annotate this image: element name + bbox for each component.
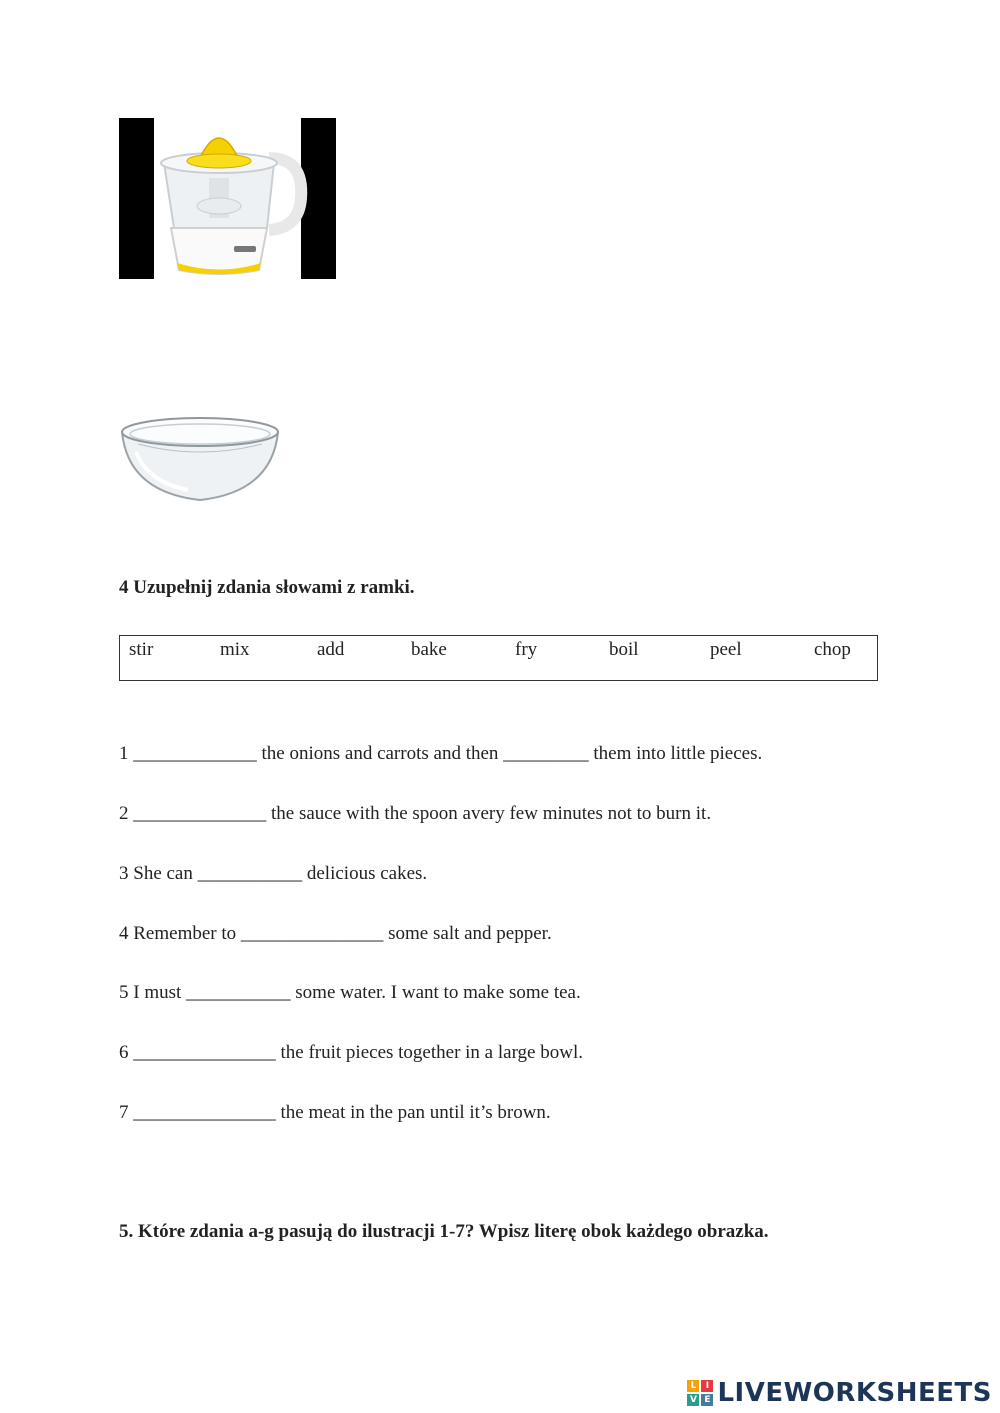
word-bake: bake bbox=[411, 639, 447, 660]
glass-bowl-image bbox=[118, 412, 282, 504]
sentence-2: 2 ______________ the sauce with the spoon avery few minutes not to burn it. bbox=[119, 803, 712, 824]
word-boil: boil bbox=[609, 639, 639, 660]
word-peel: peel bbox=[710, 639, 742, 660]
exercise-5-heading: 5. Które zdania a-g pasują do ilustracji 1-7? Wpisz literę obok każdego obrazka. bbox=[119, 1221, 769, 1242]
word-mix: mix bbox=[220, 639, 250, 660]
logo-grid-icon: L I V E bbox=[687, 1380, 713, 1406]
sentence-1: 1 _____________ the onions and carrots and then _________ them into little pieces. bbox=[119, 743, 763, 764]
word-fry: fry bbox=[515, 639, 538, 660]
juicer-image bbox=[119, 118, 336, 279]
word-chop: chop bbox=[814, 639, 851, 660]
word-add: add bbox=[317, 639, 345, 660]
word-box bbox=[119, 635, 878, 681]
liveworksheets-logo bbox=[687, 1378, 992, 1408]
sentence-5: 5 I must ___________ some water. I want to make some tea. bbox=[119, 982, 581, 1003]
exercise-4-heading: 4 Uzupełnij zdania słowami z ramki. bbox=[119, 577, 415, 598]
brand-name: LIVEWORKSHEETS bbox=[717, 1378, 992, 1408]
sentence-4: 4 Remember to _______________ some salt and pepper. bbox=[119, 923, 552, 944]
sentence-6: 6 _______________ the fruit pieces together in a large bowl. bbox=[119, 1042, 583, 1063]
sentence-3: 3 She can ___________ delicious cakes. bbox=[119, 863, 428, 884]
sentence-7: 7 _______________ the meat in the pan until it’s brown. bbox=[119, 1102, 551, 1123]
word-stir: stir bbox=[129, 639, 154, 660]
